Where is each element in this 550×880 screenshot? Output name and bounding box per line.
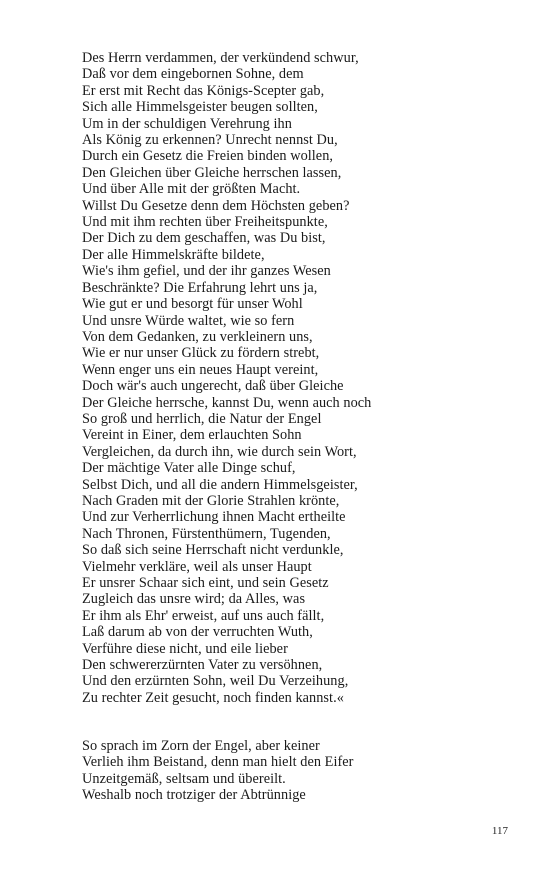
verse-line: Nach Thronen, Fürstenthümern, Tugenden, <box>82 525 331 542</box>
verse-line: Zu rechter Zeit gesucht, noch finden kannst.« <box>82 689 344 706</box>
verse-line: Verlieh ihm Beistand, denn man hielt den Eifer <box>82 754 354 771</box>
verse-line: Und den erzürnten Sohn, weil Du Verzeihung, <box>82 673 349 690</box>
verse-line: Vergleichen, da durch ihn, wie durch sein Wort, <box>82 443 357 460</box>
verse-line: Verführe diese nicht, und eile lieber <box>82 640 288 657</box>
verse-line: Und mit ihm rechten über Freiheitspunkte, <box>82 214 328 231</box>
verse-line: Wie gut er und besorgt für unser Wohl <box>82 296 303 313</box>
verse-line: Wenn enger uns ein neues Haupt vereint, <box>82 361 319 378</box>
verse-line: So daß sich seine Herrschaft nicht verdunkle, <box>82 542 344 559</box>
verse-line: Sich alle Himmelsgeister beugen sollten, <box>82 99 318 116</box>
page-number: 117 <box>491 825 508 837</box>
verse-line: Weshalb noch trotziger der Abtrünnige <box>82 787 306 804</box>
verse-line: Doch wär's auch ungerecht, daß über Gleiche <box>82 378 344 395</box>
verse-line: Daß vor dem eingebornen Sohne, dem <box>82 66 304 83</box>
verse-line: Wie er nur unser Glück zu fördern strebt, <box>82 345 320 362</box>
verse-line: Den Gleichen über Gleiche herrschen lassen, <box>82 164 342 181</box>
stanza-speech <box>82 50 522 706</box>
stanza-narration <box>82 738 522 804</box>
verse-line: Und zur Verherrlichung ihnen Macht ertheilte <box>82 509 346 526</box>
verse-line: Beschränkte? Die Erfahrung lehrt uns ja, <box>82 279 318 296</box>
verse-line: Der Dich zu dem geschaffen, was Du bist, <box>82 230 326 247</box>
verse-line: Als König zu erkennen? Unrecht nennst Du, <box>82 132 338 149</box>
verse-line: Von dem Gedanken, zu verkleinern uns, <box>82 328 313 345</box>
verse-line: Er ihm als Ehr' erweist, auf uns auch fällt, <box>82 607 325 624</box>
verse-line: Um in der schuldigen Verehrung ihn <box>82 115 292 132</box>
verse-line: Selbst Dich, und all die andern Himmelsgeister, <box>82 476 358 493</box>
verse-line: Vereint in Einer, dem erlauchten Sohn <box>82 427 302 444</box>
verse-line: Des Herrn verdammen, der verkündend schwur, <box>82 50 359 66</box>
verse-line: Und unsre Würde waltet, wie so fern <box>82 312 295 329</box>
verse-line: Nach Graden mit der Glorie Strahlen krönte, <box>82 492 340 509</box>
verse-line: Vielmehr verkläre, weil als unser Haupt <box>82 558 312 575</box>
verse-line: Der mächtige Vater alle Dinge schuf, <box>82 460 296 477</box>
verse-line: Er unsrer Schaar sich eint, und sein Gesetz <box>82 575 329 591</box>
verse-line: Und über Alle mit der größten Macht. <box>82 181 301 198</box>
verse-line: Unzeitgemäß, seltsam und übereilt. <box>82 770 286 787</box>
verse-line: Wie's ihm gefiel, und der ihr ganzes Wesen <box>82 263 331 280</box>
verse-line: Den schwererzürnten Vater zu versöhnen, <box>82 657 323 674</box>
verse-line: Willst Du Gesetze denn dem Höchsten geben? <box>82 197 350 214</box>
verse-line: Laß darum ab von der verruchten Wuth, <box>82 624 313 641</box>
verse-line: Der Gleiche herrsche, kannst Du, wenn auch noch <box>82 394 372 411</box>
verse-line: Er erst mit Recht das Königs-Scepter gab, <box>82 82 325 99</box>
verse-line: Durch ein Gesetz die Freien binden wollen, <box>82 148 334 165</box>
verse-line: Der alle Himmelskräfte bildete, <box>82 246 265 263</box>
verse-line: So sprach im Zorn der Engel, aber keiner <box>82 738 320 754</box>
verse-line: So groß und herrlich, die Natur der Engel <box>82 410 322 427</box>
verse-line: Zugleich das unsre wird; da Alles, was <box>82 591 306 608</box>
